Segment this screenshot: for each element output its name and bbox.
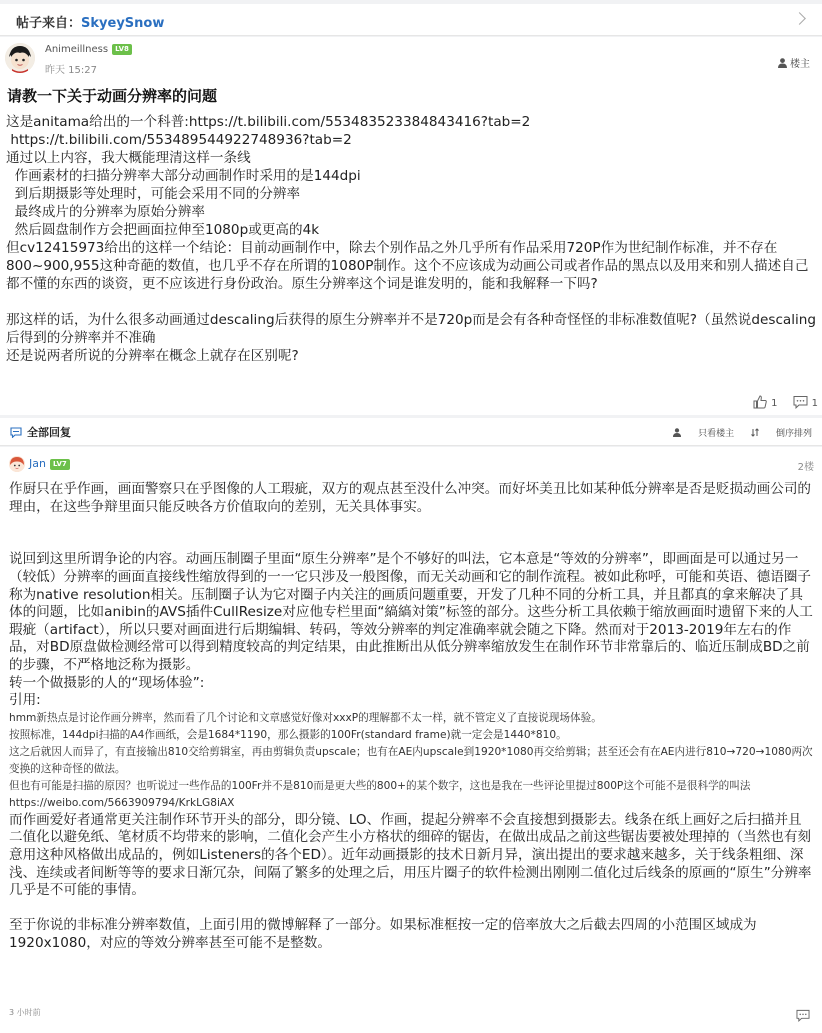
reply-author-name[interactable]: Jan (29, 457, 46, 470)
reply-body (9, 481, 815, 952)
like-count: 1 (771, 398, 778, 409)
thumbs-up-icon (753, 395, 767, 409)
reply-time: 3 小时前 (9, 1008, 41, 1017)
reply-blank-line (9, 900, 815, 918)
comment-icon (793, 395, 808, 409)
post-body-line (6, 293, 818, 311)
floor-number: 2楼 (797, 462, 814, 473)
comment-button[interactable] (793, 395, 818, 409)
author-avatar[interactable] (5, 43, 35, 73)
quote-label: 引用: (9, 692, 41, 709)
sort-icon (751, 428, 759, 437)
quote-line: 按照标准，144dpi扫描的A4作画纸，会是1684*1190，那么摄影的100Fr(standard frame)就一定会是1440*810。 (9, 728, 567, 741)
source-forum-name[interactable]: SkyeySnow (81, 16, 165, 31)
post-body-line: 但cv12415973给出的这样一个结论：目前动画制作中，除去个别作品之外几乎所有作品采用720P作为世纪制作标准，并不存在800~900,955这种奇葩的数值，也几乎不存在所谓的1080P制作。这个不应该成为动画公司或者作品的黑点以及用来和别人描述自己都不懂的东西的谈资，更不应该进行身份政治。原生分辨率这个词是谁发明的，能和我解释一下吗? (6, 240, 809, 292)
main-post (0, 37, 822, 415)
post-title: 请教一下关于动画分辨率的问题 (7, 87, 218, 105)
post-body-line: 这是anitama给出的一个科普:https://t.bilibili.com/553483523384843416?tab=2 (6, 114, 531, 130)
person-icon (673, 428, 681, 437)
reply-sort-controls (659, 426, 812, 439)
replies-header (0, 418, 822, 446)
reply-blank-line (9, 516, 815, 534)
post-body-line: 然后圆盘制作方会把画面拉伸至1080p或更高的4k (6, 222, 320, 238)
quote-line: 但也有可能是扫描的原因？也听说过一些作品的100Fr并不是810而是更大些的800+的某个数字，这也是我在一些评论里提过800P这个可能不是很科学的叫法 (9, 779, 751, 792)
post-body (6, 113, 818, 365)
quote-line: 这之后就因人而异了，有直接输出810交给剪辑室，再由剪辑负责upscale；也有在AE内upscale到1920*1080再交给剪辑；甚至还会有在AE内进行810→720→1080两次变换的这种奇怪的做法。 (9, 745, 813, 775)
post-time: 昨天 15:27 (45, 65, 97, 76)
reply-author-avatar[interactable] (9, 456, 25, 472)
like-button[interactable] (753, 395, 777, 409)
author-name[interactable]: Animeillness (45, 44, 109, 55)
reply-author-row[interactable] (29, 457, 70, 470)
post-source-bar[interactable] (0, 4, 822, 36)
reply-comment-button[interactable] (796, 1007, 810, 1026)
op-label: 楼主 (790, 59, 810, 70)
avatar-image-icon (5, 43, 35, 73)
reply-paragraph: 作厨只在乎作画，画面警察只在乎图像的人工瑕疵，双方的观点甚至没什么冲突。而好坏美丑比如某种低分辨率是否是贬损动画公司的理由，在这些争辩里面只能反映各方价值取向的差别，无关具体事实。 (9, 481, 812, 515)
post-body-line[interactable]: https://t.bilibili.com/553489544922748936?tab=2 (6, 132, 352, 148)
comment-icon (796, 1009, 810, 1022)
post-body-line: 那这样的话，为什么很多动画通过descaling后获得的原生分辨率并不是720p而是会有各种奇怪怪的非标准数值呢?（虽然说descaling后得到的分辨率并不准确 (6, 312, 817, 346)
level-badge: LV7 (50, 459, 70, 470)
avatar-image-icon (9, 456, 25, 472)
author-name-row[interactable] (45, 44, 132, 55)
post-body-line: 还是说两者所说的分辨率在概念上就存在区别呢? (6, 348, 299, 364)
reply-paragraph: 至于你说的非标准分辨率数值，上面引用的微博解释了一部分。如果标准框按一定的倍率放大之后截去四周的小范围区域成为1920x1080，对应的等效分辨率甚至可能不是整数。 (9, 917, 757, 951)
comment-count: 1 (811, 398, 818, 409)
reply-blank-line (9, 534, 815, 552)
source-label: 帖子来自：SkyeySnow (16, 16, 165, 31)
op-indicator (778, 55, 810, 70)
person-icon (778, 58, 787, 68)
all-replies-title: 全部回复 (10, 424, 71, 440)
post-body-line: 通过以上内容，我大概能理清这样一条线 (6, 150, 251, 166)
reply-paragraph: 转一个做摄影的人的“现场体验”: (9, 674, 205, 691)
post-body-line: 作画素材的扫描分辨率大部分动画制作时采用的是144dpi (6, 168, 361, 184)
reply-paragraph: 说回到这里所谓争论的内容。动画压制圈子里面“原生分辨率”是个不够好的叫法，它本意是“等效的分辨率”，即画面是可以通过另一（较低）分辨率的画面直接线性缩放得到的一一它只涉及一般图像，而无关动画和它的制作流程。被如此称呼，可能和英语、德语圈子称为native resolution相关。压制圈子认为它对圈子内关注的画质问题重要，开发了几种不同的分析工具，并且都真的拿来解决了具体的问题，比如anibin的AVS插件CullResize对应他专栏里面“縞縞対策”标签的部分。这些分析工具依赖于缩放画面时遗留下来的人工瑕疵（artifact），所以只要对画面进行后期编辑、转码，等效分辨率的判定准确率就会随之下降。然而对于2013-2019年左右的作品，对BD原盘做检测经常可以得到精度较高的判定结果，由此推断出从低分辨率缩放发生在制作环节非常靠后的、临近压制成BD之前的步骤，不严格地泛称为摄影。 (9, 551, 813, 673)
reverse-order-button[interactable]: 倒序排列 (751, 429, 812, 439)
reply-paragraph: 而作画爱好者通常更关注制作环节开头的部分，即分镜、LO、作画，提起分辨率不会直接想到摄影去。线条在纸上画好之后扫描并且二值化以避免纸、笔材质不均带来的影响，二值化会产生小方格状的细碎的锯齿，在做出成品之前这些锯齿要被处理掉的（当然也有刻意用这种风格做出成品的，例如Listeners的各个ED）。近年动画摄影的技术日新月异，演出提出的要求越来越多，关于线条粗细、深浅、连续或者间断等等的要求日渐冗杂，间隔了繁多的处理之后，用压片圈子的软件检测出刚刚二值化过后线条的原画的“原生”分辨率几乎是不可能的事情。 (9, 811, 812, 899)
post-actions (741, 395, 818, 409)
quote-source-link[interactable]: https://weibo.com/5663909794/KrkLG8iAX (9, 796, 235, 809)
post-body-line: 最终成片的分辨率为原始分辨率 (6, 204, 205, 220)
reply-item (0, 447, 822, 1033)
level-badge: LV8 (112, 44, 132, 55)
quote-line: hmm新热点是讨论作画分辨率，然而看了几个讨论和文章感觉好像对xxxP的理解都不太一样，就不管定义了直接说现场体验。 (9, 711, 602, 724)
chevron-right-icon[interactable] (793, 12, 806, 25)
only-op-button[interactable]: 只看楼主 (673, 429, 734, 439)
post-body-line: 到后期摄影等处理时，可能会采用不同的分辨率 (6, 186, 301, 202)
chat-bubble-icon (10, 427, 22, 438)
